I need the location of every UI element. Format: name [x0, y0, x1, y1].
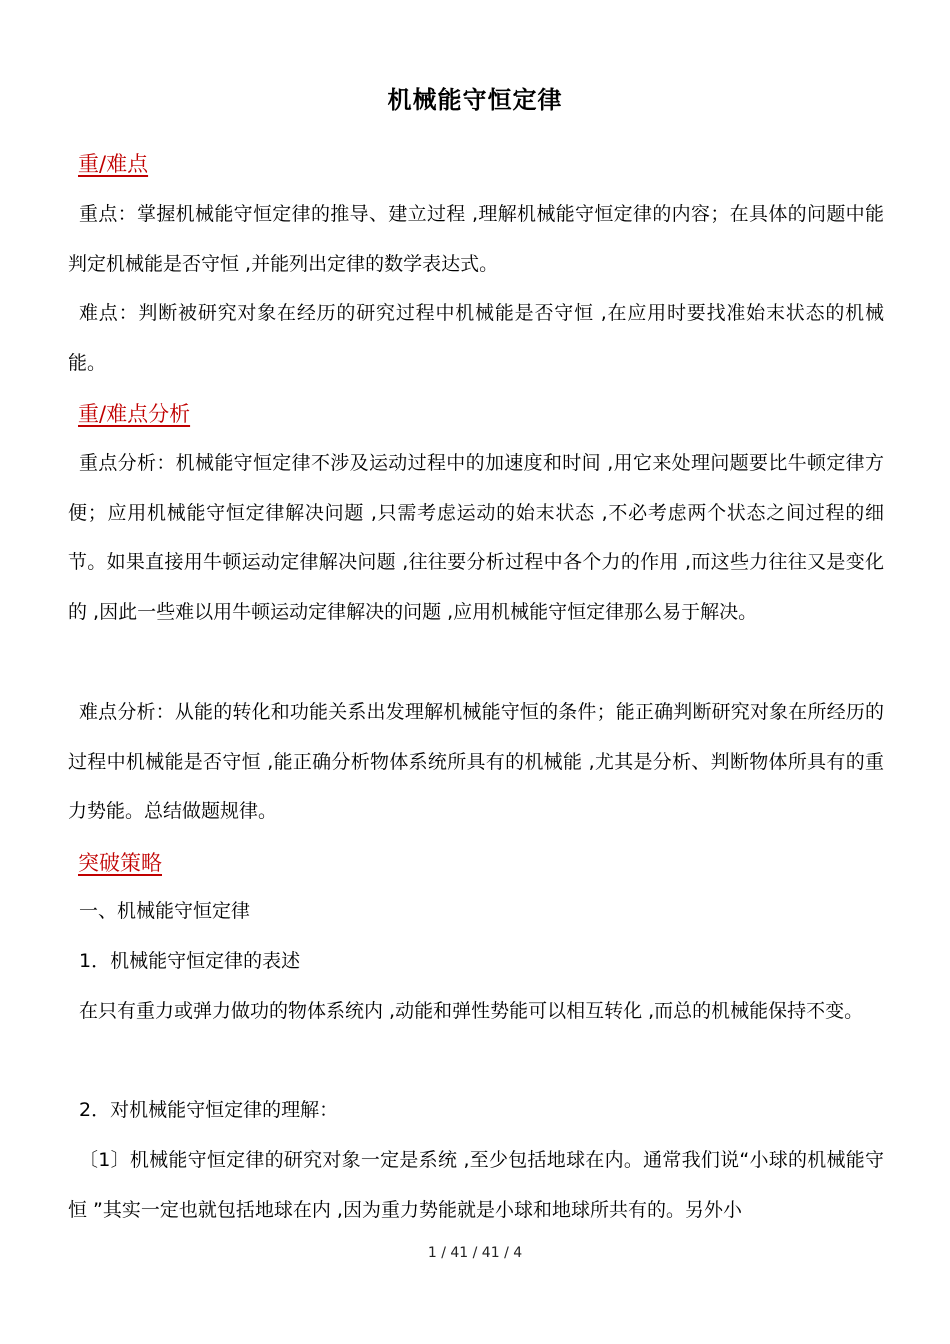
paragraph-understanding-1: 〔1〕机械能守恒定律的研究对象一定是系统 ,至少包括地球在内。通常我们说“小球的机械能守恒 ”其实一定也就包括地球在内 ,因为重力势能就是小球和地球所共有的。另外小: [68, 1149, 884, 1221]
section-heading-key-points: 重/难点: [78, 152, 149, 176]
paragraph-difficult-point: 难点：判断被研究对象在经历的研究过程中机械能是否守恒 ,在应用时要找准始末状态的机械能。: [68, 302, 884, 374]
page-footer: 1 / 41 / 41 / 4: [427, 1245, 523, 1261]
paragraph-key-analysis: 重点分析：机械能守恒定律不涉及运动过程中的加速度和时间 ,用它来处理问题要比牛顿定律方便；应用机械能守恒定律解决问题 ,只需考虑运动的始末状态 ,不必考虑两个状态之间过程的细节。如果直接用牛顿运动定律解决问题 ,往往要分析过程中各个力的作用 ,而这些力往往又是变化的 ,因此一些难以用牛顿运动定律解决的问题 ,应用机械能守恒定律那么易于解决。: [68, 452, 884, 623]
paragraph-key-point: 重点：掌握机械能守恒定律的推导、建立过程 ,理解机械能守恒定律的内容；在具体的问题中能判定机械能是否守恒 ,并能列出定律的数学表达式。: [68, 203, 884, 275]
paragraph-subheading-1-1: 1．机械能守恒定律的表述: [79, 950, 301, 972]
paragraph-subheading-1: 一、机械能守恒定律: [79, 900, 251, 922]
page-title: 机械能守恒定律: [387, 86, 563, 114]
paragraph-law-statement: 在只有重力或弹力做功的物体系统内 ,动能和弹性势能可以相互转化 ,而总的机械能保持不变。: [79, 1000, 864, 1022]
paragraph-difficult-analysis: 难点分析：从能的转化和功能关系出发理解机械能守恒的条件；能正确判断研究对象在所经历的过程中机械能是否守恒 ,能正确分析物体系统所具有的机械能 ,尤其是分析、判断物体所具有的重力势能。总结做题规律。: [68, 701, 884, 822]
section-heading-strategy: 突破策略: [78, 851, 162, 875]
section-heading-analysis: 重/难点分析: [78, 402, 191, 426]
paragraph-subheading-2: 2．对机械能守恒定律的理解：: [79, 1099, 339, 1121]
